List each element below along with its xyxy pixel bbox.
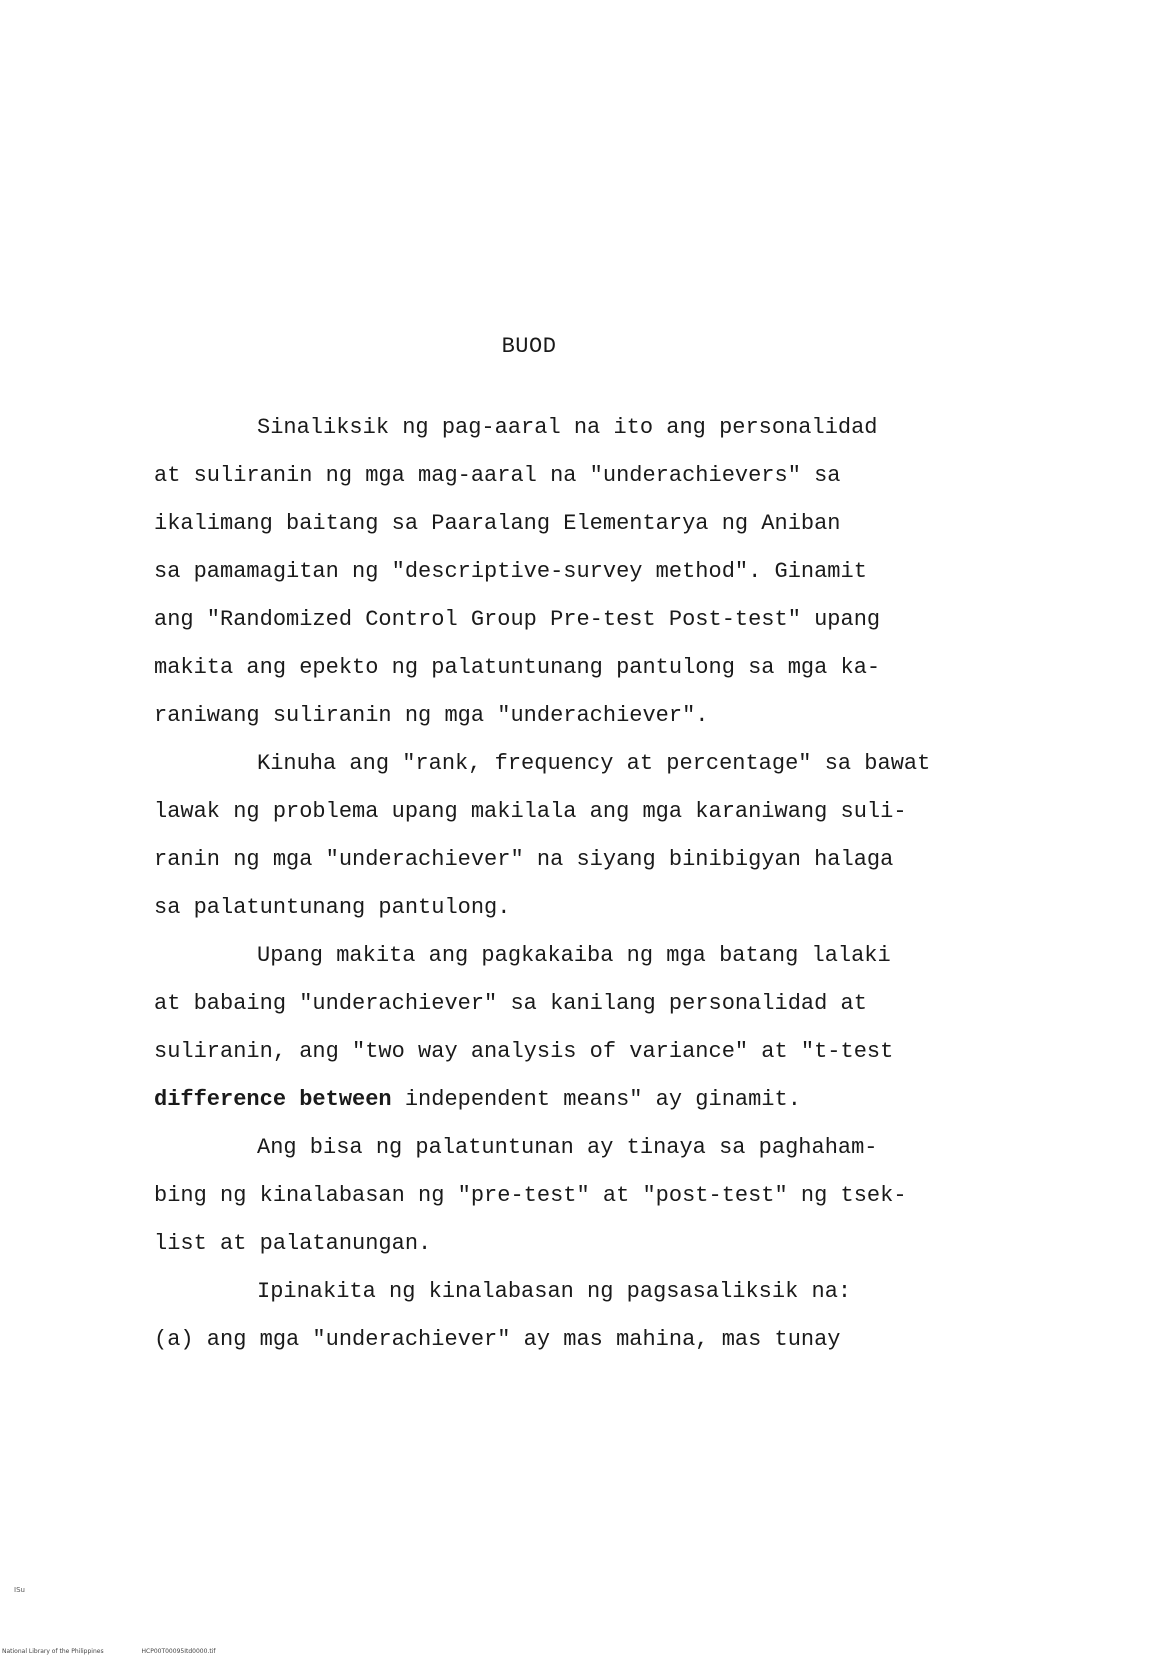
scan-footer bbox=[2, 1648, 251, 1655]
text-line: Ipinakita ng kinalabasan ng pagsasaliksik na: bbox=[257, 1279, 852, 1304]
text-line: lawak ng problema upang makilala ang mga karaniwang suli- bbox=[154, 799, 907, 824]
body-text bbox=[154, 404, 974, 1364]
text-line: Sinaliksik ng pag-aaral na ito ang personalidad bbox=[257, 415, 878, 440]
text-line: sa pamamagitan ng "descriptive-survey method". Ginamit bbox=[154, 559, 867, 584]
text-line: at suliranin ng mga mag-aaral na "underachievers" sa bbox=[154, 463, 841, 488]
text-line: sa palatuntunang pantulong. bbox=[154, 895, 511, 920]
text-line: list at palatanungan. bbox=[154, 1231, 432, 1256]
text-line: bing ng kinalabasan ng "pre-test" at "post-test" ng tsek- bbox=[154, 1183, 907, 1208]
text-line: Ang bisa ng palatuntunan ay tinaya sa paghaham- bbox=[257, 1135, 878, 1160]
page-title: BUOD bbox=[501, 334, 557, 359]
file-identifier: HCP00T00095Itd0000.tif bbox=[141, 1648, 216, 1655]
text-line: (a) ang mga "underachiever" ay mas mahina, mas tunay bbox=[154, 1327, 841, 1352]
text-line: ikalimang baitang sa Paaralang Elementarya ng Aniban bbox=[154, 511, 841, 536]
scan-mark: ISu bbox=[14, 1586, 25, 1594]
text-line: makita ang epekto ng palatuntunang pantulong sa mga ka- bbox=[154, 655, 881, 680]
library-credit: National Library of the Philippines bbox=[2, 1648, 104, 1655]
bold-phrase: difference between bbox=[154, 1087, 392, 1112]
text-line: Kinuha ang "rank, frequency at percentage" sa bawat bbox=[257, 751, 931, 776]
text-line: Upang makita ang pagkakaiba ng mga batang lalaki bbox=[257, 943, 891, 968]
text-line: difference between independent means" ay ginamit. bbox=[154, 1087, 801, 1112]
text-line: at babaing "underachiever" sa kanilang personalidad at bbox=[154, 991, 867, 1016]
text-line: raniwang suliranin ng mga "underachiever". bbox=[154, 703, 709, 728]
text-line: ang "Randomized Control Group Pre-test Post-test" upang bbox=[154, 607, 881, 632]
text-line: ranin ng mga "underachiever" na siyang binibigyan halaga bbox=[154, 847, 894, 872]
text-line: suliranin, ang "two way analysis of variance" at "t-test bbox=[154, 1039, 894, 1064]
